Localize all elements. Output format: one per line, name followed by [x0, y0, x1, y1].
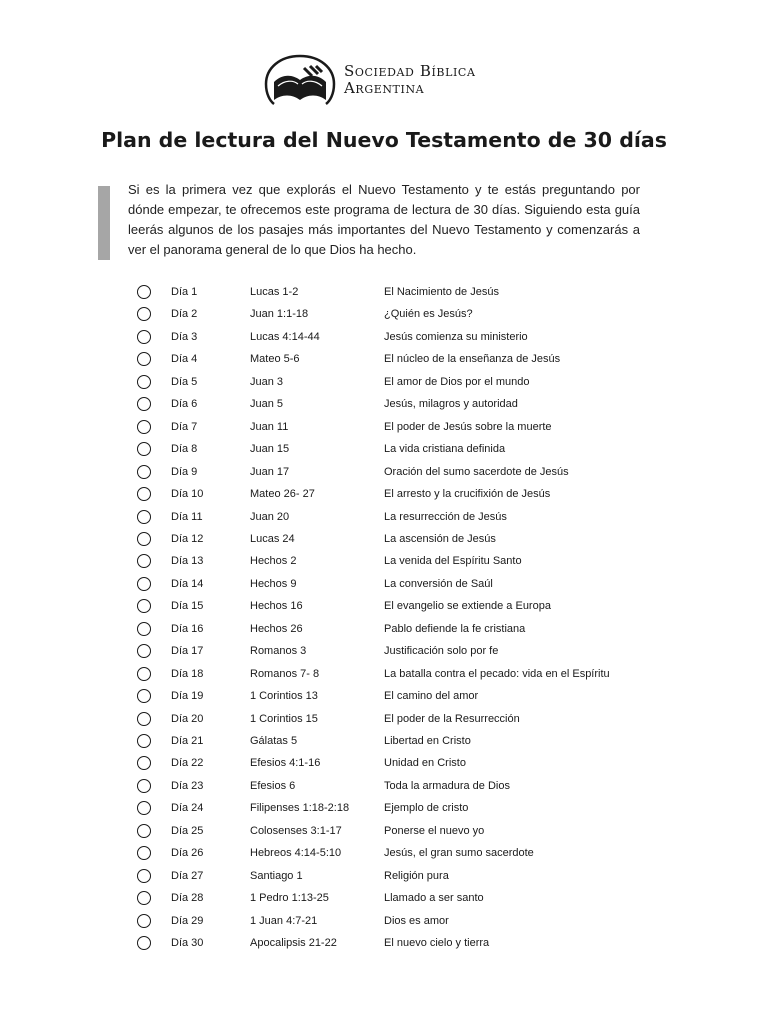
day-label: Día 15	[171, 600, 204, 613]
topic-label: El poder de Jesús sobre la muerte	[384, 420, 552, 433]
passage-label: Hechos 9	[250, 577, 297, 590]
day-label: Día 7	[171, 420, 198, 433]
passage-label: Hechos 2	[250, 555, 297, 568]
plan-row	[0, 641, 768, 663]
day-checkbox[interactable]	[137, 734, 151, 748]
page-title: Plan de lectura del Nuevo Testamento de 30 días	[101, 128, 667, 152]
day-checkbox[interactable]	[137, 510, 151, 524]
plan-row	[0, 462, 768, 484]
day-checkbox[interactable]	[137, 801, 151, 815]
plan-row	[0, 417, 768, 439]
day-label: Día 16	[171, 622, 204, 635]
passage-label: 1 Juan 4:7-21	[250, 914, 318, 927]
day-label: Día 4	[171, 353, 198, 366]
day-checkbox[interactable]	[137, 667, 151, 681]
passage-label: Juan 5	[250, 398, 284, 411]
open-bible-icon	[264, 54, 336, 106]
day-checkbox[interactable]	[137, 532, 151, 546]
day-label: Día 30	[171, 937, 204, 950]
topic-label: Jesús comienza su ministerio	[384, 330, 528, 343]
passage-label: Colosenses 3:1-17	[250, 824, 342, 837]
topic-label: La resurrección de Jesús	[384, 510, 507, 523]
day-checkbox[interactable]	[137, 465, 151, 479]
day-label: Día 24	[171, 802, 204, 815]
day-label: Día 8	[171, 443, 198, 456]
passage-label: Lucas 1-2	[250, 286, 299, 298]
plan-row	[0, 551, 768, 573]
day-label: Día 12	[171, 532, 204, 545]
day-label: Día 18	[171, 667, 204, 680]
plan-row	[0, 619, 768, 641]
logo-name-line2: Argentina	[344, 79, 425, 97]
topic-label: El evangelio se extiende a Europa	[384, 600, 551, 613]
passage-label: Hebreos 4:14-5:10	[250, 847, 342, 860]
day-label: Día 19	[171, 690, 204, 703]
topic-label: Oración del sumo sacerdote de Jesús	[384, 465, 569, 478]
day-label: Día 1	[171, 286, 198, 298]
topic-label: La conversión de Saúl	[384, 577, 493, 590]
logo-name-line1: Sociedad Bíblica	[344, 62, 476, 80]
day-checkbox[interactable]	[137, 375, 151, 389]
plan-row	[0, 933, 768, 955]
day-label: Día 29	[171, 914, 204, 927]
plan-row	[0, 731, 768, 753]
day-checkbox[interactable]	[137, 644, 151, 658]
day-label: Día 23	[171, 779, 204, 792]
passage-label: Efesios 4:1-16	[250, 757, 321, 770]
plan-row	[0, 821, 768, 843]
passage-label: Juan 15	[250, 443, 290, 456]
topic-label: La ascensión de Jesús	[384, 532, 496, 545]
day-checkbox[interactable]	[137, 756, 151, 770]
day-label: Día 27	[171, 869, 204, 882]
topic-label: Ponerse el nuevo yo	[384, 824, 485, 837]
day-label: Día 26	[171, 847, 204, 860]
topic-label: Unidad en Cristo	[384, 757, 466, 770]
plan-row	[0, 304, 768, 326]
day-checkbox[interactable]	[137, 914, 151, 928]
day-checkbox[interactable]	[137, 420, 151, 434]
passage-label: 1 Corintios 13	[250, 690, 318, 703]
topic-label: La venida del Espíritu Santo	[384, 555, 522, 568]
passage-label: Filipenses 1:18-2:18	[250, 802, 350, 815]
plan-row	[0, 394, 768, 416]
topic-label: El Nacimiento de Jesús	[384, 286, 499, 298]
day-checkbox[interactable]	[137, 554, 151, 568]
topic-label: Llamado a ser santo	[384, 892, 484, 905]
day-checkbox[interactable]	[137, 352, 151, 366]
day-label: Día 2	[171, 308, 198, 321]
passage-label: Apocalipsis 21-22	[250, 937, 337, 950]
topic-label: ¿Quién es Jesús?	[384, 308, 473, 321]
passage-label: Lucas 4:14-44	[250, 330, 320, 343]
topic-label: El poder de la Resurrección	[384, 712, 520, 725]
day-label: Día 11	[171, 510, 203, 523]
topic-label: Dios es amor	[384, 914, 449, 927]
plan-row	[0, 349, 768, 371]
topic-label: Toda la armadura de Dios	[384, 779, 510, 792]
plan-row	[0, 866, 768, 888]
passage-label: Mateo 26- 27	[250, 488, 315, 501]
plan-row	[0, 596, 768, 618]
passage-label: Gálatas 5	[250, 735, 298, 747]
plan-row	[0, 484, 768, 506]
passage-label: Hechos 26	[250, 622, 303, 635]
plan-row	[0, 664, 768, 686]
topic-label: Libertad en Cristo	[384, 735, 471, 747]
day-label: Día 9	[171, 465, 198, 478]
day-checkbox[interactable]	[137, 487, 151, 501]
day-label: Día 20	[171, 712, 204, 725]
day-checkbox[interactable]	[137, 397, 151, 411]
topic-label: El camino del amor	[384, 690, 479, 703]
topic-label: El arresto y la crucifixión de Jesús	[384, 488, 551, 501]
day-label: Día 5	[171, 375, 198, 388]
passage-label: Juan 17	[250, 465, 290, 478]
passage-label: Santiago 1	[250, 869, 303, 882]
plan-row	[0, 372, 768, 394]
plan-row	[0, 798, 768, 820]
day-label: Día 6	[171, 398, 198, 411]
topic-label: El amor de Dios por el mundo	[384, 375, 530, 388]
plan-row	[0, 282, 768, 304]
day-label: Día 3	[171, 330, 198, 343]
topic-label: La batalla contra el pecado: vida en el Espíritu	[384, 667, 610, 680]
day-checkbox[interactable]	[137, 442, 151, 456]
day-label: Día 17	[171, 645, 204, 658]
passage-label: Lucas 24	[250, 532, 295, 545]
day-checkbox[interactable]	[137, 599, 151, 613]
day-checkbox[interactable]	[137, 891, 151, 905]
plan-row	[0, 327, 768, 349]
passage-label: Romanos 7- 8	[250, 667, 320, 680]
plan-row	[0, 686, 768, 708]
day-label: Día 14	[171, 577, 204, 590]
intro-accent-bar	[98, 186, 110, 260]
logo-wordmark	[344, 63, 476, 97]
plan-row	[0, 843, 768, 865]
plan-row	[0, 776, 768, 798]
day-checkbox[interactable]	[137, 869, 151, 883]
plan-row	[0, 888, 768, 910]
intro-paragraph: Si es la primera vez que explorás el Nuevo Testamento y te estás preguntando por dónde empezar, te ofrecemos este programa de lectura de 30 días. Siguiendo esta guía leerás algunos de los pasajes más importantes del Nuevo Testamento y comenzarás a ver el panorama general de lo que Dios ha hecho.	[128, 182, 640, 257]
day-checkbox[interactable]	[137, 622, 151, 636]
passage-label: Hechos 16	[250, 600, 303, 613]
day-label: Día 13	[171, 555, 204, 568]
passage-label: Juan 20	[250, 510, 290, 523]
day-checkbox[interactable]	[137, 936, 151, 950]
plan-row	[0, 529, 768, 551]
day-checkbox[interactable]	[137, 285, 151, 299]
day-checkbox[interactable]	[137, 577, 151, 591]
topic-label: Jesús, milagros y autoridad	[384, 398, 518, 411]
passage-label: 1 Corintios 15	[250, 712, 318, 725]
topic-label: Pablo defiende la fe cristiana	[384, 622, 526, 635]
plan-row	[0, 439, 768, 461]
plan-row	[0, 507, 768, 529]
day-checkbox[interactable]	[137, 712, 151, 726]
topic-label: El núcleo de la enseñanza de Jesús	[384, 353, 561, 366]
day-label: Día 21	[171, 735, 204, 747]
day-label: Día 25	[171, 824, 204, 837]
plan-row	[0, 753, 768, 775]
passage-label: Juan 11	[250, 420, 289, 433]
day-label: Día 28	[171, 892, 204, 905]
passage-label: Mateo 5-6	[250, 353, 300, 366]
logo	[264, 54, 476, 106]
day-checkbox[interactable]	[137, 330, 151, 344]
passage-label: Romanos 3	[250, 645, 307, 658]
plan-row	[0, 574, 768, 596]
passage-label: Efesios 6	[250, 779, 296, 792]
day-checkbox[interactable]	[137, 307, 151, 321]
day-checkbox[interactable]	[137, 689, 151, 703]
topic-label: Jesús, el gran sumo sacerdote	[384, 847, 534, 860]
passage-label: Juan 1:1-18	[250, 308, 309, 321]
topic-label: La vida cristiana definida	[384, 443, 506, 456]
plan-row	[0, 911, 768, 933]
topic-label: Religión pura	[384, 869, 449, 882]
day-checkbox[interactable]	[137, 824, 151, 838]
plan-row	[0, 709, 768, 731]
topic-label: Justificación solo por fe	[384, 645, 499, 658]
topic-label: Ejemplo de cristo	[384, 802, 469, 815]
day-checkbox[interactable]	[137, 779, 151, 793]
passage-label: Juan 3	[250, 375, 284, 388]
day-checkbox[interactable]	[137, 846, 151, 860]
passage-label: 1 Pedro 1:13-25	[250, 892, 329, 905]
day-label: Día 22	[171, 757, 204, 770]
topic-label: El nuevo cielo y tierra	[384, 937, 490, 950]
day-label: Día 10	[171, 488, 204, 501]
